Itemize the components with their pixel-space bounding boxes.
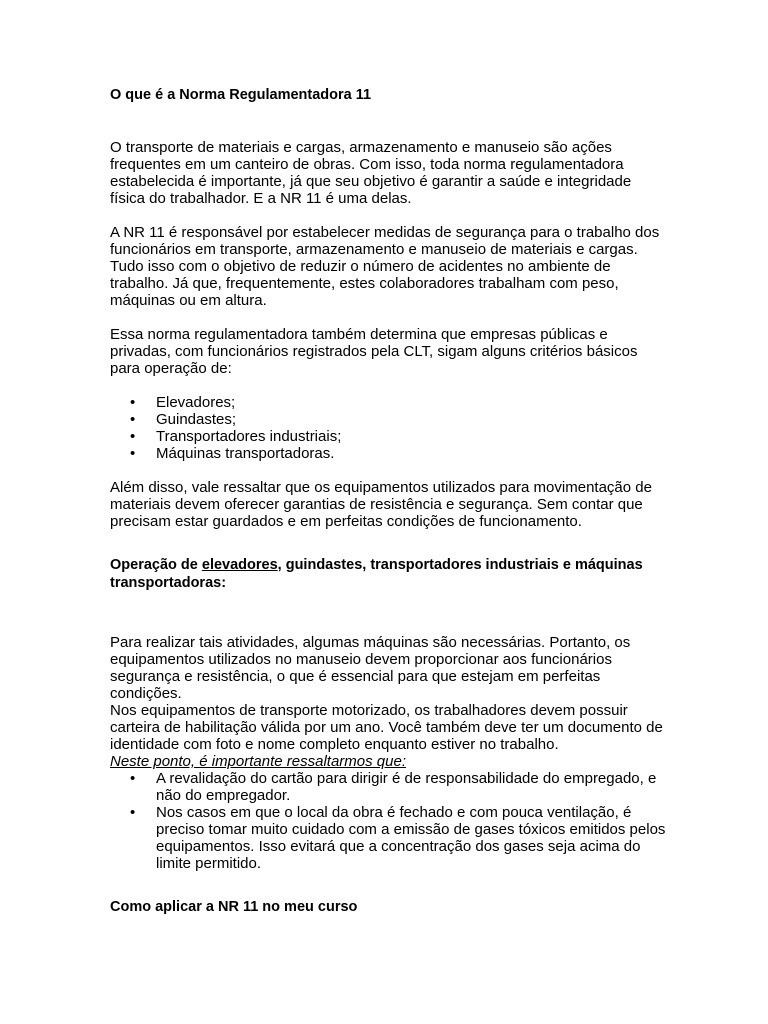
document-page (110, 86, 670, 916)
list-item: • Máquinas transportadoras. (110, 445, 670, 462)
paragraph-criteria: Essa norma regulamentadora também determina que empresas públicas e privadas, com funcionários registrados pela CLT, sigam alguns critérios básicos para operação de: (110, 326, 638, 377)
paragraph-guarantees: Além disso, vale ressaltar que os equipamentos utilizados para movimentação de materiais devem oferecer garantias de resistência e segurança. Sem contar que precisam estar guardados e em perfeitas condições de funcionamento. (110, 479, 652, 530)
list-item: • Transportadores industriais; (110, 428, 670, 445)
paragraph-license: Nos equipamentos de transporte motorizado, os trabalhadores devem possuir carteira de habilitação válida por um ano. Você também deve ter um documento de identidade com foto e nome completo enquanto estiver no trabalho. (110, 702, 663, 753)
list-item: • Elevadores; (110, 394, 670, 411)
title-suffix: , guindastes, transportadores industriais e máquinas transportadoras: (110, 557, 643, 591)
list-item: • Nos casos em que o local da obra é fechado e com pouca ventilação, é preciso tomar muito cuidado com a emissão de gases tóxicos emitidos pelos equipamentos. Isso evitará que a concentração dos gases seja acima do limite permitido. (110, 804, 670, 872)
paragraph-machines: Para realizar tais atividades, algumas máquinas são necessárias. Portanto, os equipamentos utilizados no manuseio devem proporcionar aos funcionários segurança e resistência, o que é essencial para que estejam em perfeitas condições. (110, 634, 631, 702)
elevadores-link[interactable]: elevadores (201, 557, 278, 573)
section-title-apply: Como aplicar a NR 11 no meu curso (110, 899, 358, 915)
paragraph-responsibility: A NR 11 é responsável por estabelecer medidas de segurança para o trabalho dos funcionários em transporte, armazenamento e manuseio de materiais e cargas. Tudo isso com o objetivo de reduzir o número de acidentes no ambiente de trabalho. Já que, frequentemente, estes colaboradores trabalham com peso, máquinas ou em altura. (110, 224, 660, 309)
section-title-operation (110, 556, 670, 592)
emphasis-note: Neste ponto, é importante ressaltarmos que: (110, 753, 406, 770)
paragraph-intro: O transporte de materiais e cargas, armazenamento e manuseio são ações frequentes em um canteiro de obras. Com isso, toda norma regulamentadora estabelecida é importante, já que seu objetivo é garantir a saúde e integridade física do trabalhador. E a NR 11 é uma delas. (110, 139, 632, 207)
list-item: • A revalidação do cartão para dirigir é de responsabilidade do empregado, e não do empregador. (110, 770, 670, 804)
section-title-nr11: O que é a Norma Regulamentadora 11 (110, 87, 372, 103)
equipment-list (110, 394, 670, 462)
notes-list (110, 770, 670, 872)
list-item: • Guindastes; (110, 411, 670, 428)
title-prefix: Operação de (110, 557, 202, 573)
